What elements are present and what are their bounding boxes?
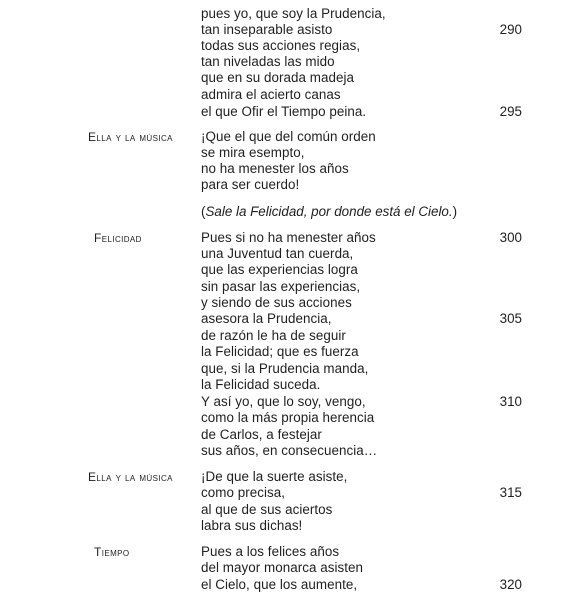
line-number: 305 bbox=[499, 311, 522, 326]
verse-line: sin pasar las experiencias, bbox=[201, 279, 361, 294]
verse-line: labra sus dichas! bbox=[201, 518, 303, 533]
verse-line: para ser cuerdo! bbox=[201, 177, 300, 192]
line-number: 310 bbox=[499, 394, 522, 409]
verse-line: de razón le ha de seguir bbox=[201, 328, 346, 343]
verse-line: ¡Que el que del común orden bbox=[201, 129, 376, 144]
line-number: 300 bbox=[499, 230, 522, 245]
verse-line: tan inseparable asisto bbox=[201, 22, 333, 37]
verse-line: ¡De que la suerte asiste, bbox=[201, 469, 348, 484]
verse-line: Y así yo, que lo soy, vengo, bbox=[201, 394, 366, 409]
line-number: 295 bbox=[499, 104, 522, 119]
verse-line: que en su dorada madeja bbox=[201, 70, 355, 85]
verse-line: pues yo, que soy la Prudencia, bbox=[201, 6, 386, 21]
verse-line: el Cielo, que los aumente, bbox=[201, 577, 358, 592]
verse-line: tan niveladas las mido bbox=[201, 54, 335, 69]
verse-line: asesora la Prudencia, bbox=[201, 311, 332, 326]
speaker-name: Tiempo bbox=[94, 545, 130, 559]
verse-line: como precisa, bbox=[201, 485, 286, 500]
verse-line: y siendo de sus acciones bbox=[201, 295, 352, 310]
stage-direction-text: Sale la Felicidad, por donde está el Cielo. bbox=[205, 204, 453, 219]
verse-line: como la más propia herencia bbox=[201, 410, 375, 425]
verse-line: admira el acierto canas bbox=[201, 87, 341, 102]
verse-line: al que de sus aciertos bbox=[201, 502, 333, 517]
verse-line: no ha menester los años bbox=[201, 161, 349, 176]
verse-line: la Felicidad; que es fuerza bbox=[201, 344, 359, 359]
verse-line: todas sus acciones regias, bbox=[201, 38, 361, 53]
verse-line: que, si la Prudencia manda, bbox=[201, 361, 369, 376]
verse-line: de Carlos, a festejar bbox=[201, 427, 322, 442]
verse-line: sus años, en consecuencia… bbox=[201, 443, 378, 458]
speaker-name: Ella y la música bbox=[88, 470, 173, 484]
verse-line: que las experiencias logra bbox=[201, 262, 358, 277]
stage-direction bbox=[201, 204, 457, 220]
speaker-name: Felicidad bbox=[94, 231, 142, 245]
line-number: 290 bbox=[499, 22, 522, 37]
verse-line: se mira esempto, bbox=[201, 145, 305, 160]
verse-line: una Juventud tan cuerda, bbox=[201, 246, 354, 261]
verse-line: Pues a los felices años bbox=[201, 544, 340, 559]
line-number: 320 bbox=[499, 577, 522, 592]
paren-open: ( bbox=[201, 204, 206, 219]
verse-line: la Felicidad suceda. bbox=[201, 377, 321, 392]
line-number: 315 bbox=[499, 485, 522, 500]
paren-close: ) bbox=[452, 204, 458, 219]
verse-line: el que Ofir el Tiempo peina. bbox=[201, 104, 367, 119]
verse-line: Pues si no ha menester años bbox=[201, 230, 376, 245]
verse-line: del mayor monarca asisten bbox=[201, 560, 364, 575]
speaker-name: Ella y la música bbox=[88, 130, 173, 144]
